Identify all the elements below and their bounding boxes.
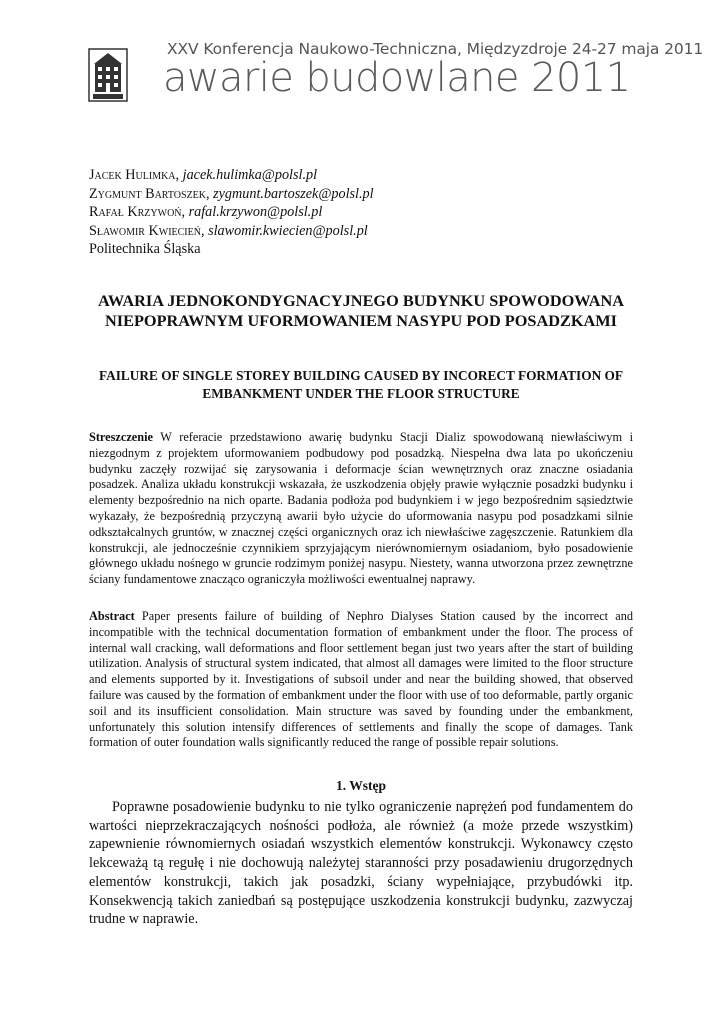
author-email[interactable]: zygmunt.bartoszek@polsl.pl xyxy=(213,185,374,202)
conference-brand: awarie budowlane 2011 xyxy=(163,55,631,101)
abstract-en xyxy=(89,609,633,751)
author-name: Rafał Krzywoń xyxy=(89,204,182,220)
abstract-pl xyxy=(89,430,633,588)
author-email[interactable]: rafal.krzywon@polsl.pl xyxy=(188,204,323,220)
abstract-pl-label: Streszczenie xyxy=(89,430,153,444)
author-email[interactable]: jacek.hulimka@polsl.pl xyxy=(182,167,318,183)
section-heading: 1. Wstęp xyxy=(335,778,386,793)
paper-title-pl: AWARIA JEDNOKONDYGNACYJNEGO BUDYNKU SPOWODOWANA NIEPOPRAWNYM UFORMOWANIEM NASYPU POD POSADZKAMI xyxy=(97,291,624,330)
conference-header xyxy=(88,38,704,118)
paper-title-en: FAILURE OF SINGLE STOREY BUILDING CAUSED BY INCORECT FORMATION OF EMBANKMENT UNDER THE FLOOR STRUCTURE xyxy=(99,368,623,401)
section-paragraph: Poprawne posadowienie budynku to nie tylko ograniczenie naprężeń pod fundamentem do wartości nieprzekraczających nośności podłoża, ale również (a może przede wszystkim) zapewnienie równomiernych osiadań wszystkich elementów konstrukcji. Wykonawcy często lekceważą tą regułę i nie dochowują należytej staranności przy posadawieniu drugorzędnych elementów konstrukcji, takich jak posadzki, ściany wypełniające, przybudówki itp. Konsekwencją takich zaniedbań są postępujące uszkodzenia konstrukcji budynku, zazwyczaj trudne w naprawie. xyxy=(89,799,633,928)
author-line: Sławomir Kwiecień, slawomir.kwiecien@polsl.pl xyxy=(89,222,368,239)
affiliation: Politechnika Śląska xyxy=(89,241,201,257)
abstract-pl-text: W referacie przedstawiono awarię budynku Stacji Dializ spowodowaną niewłaściwym i niezgodnym z projektem uformowaniem podbudowy pod posadzką. Niespełna dwa lata po ukończeniu budynku zaczęły rozwijać się zarysowania i deformacje ścian wewnętrznych oraz znaczne osiadania posadzek. Analiza układu konstrukcji wskazała, że uszkodzenia objęły prawie wyłącznie posadzki budynku i elementy bezpośrednio na nich oparte. Badania podłoża pod budynkiem i w jego bezpośrednim sąsiedztwie wykazały, że bezpośrednią przyczyną awarii było użycie do uformowania nasypu pod posadzkami silnie odkształcalnych gruntów, w znacznej części organicznych oraz ich niewłaściwe zagęszczenie. Ratunkiem dla konstrukcji, ale jednocześnie czynnikiem sprzyjającym nierównomiernym osiadaniom, było posadowienie głównego układu nośnego w gruncie rodzimym poniżej nasypu. Niestety, wanna utworzona przez zewnętrzne ściany fundamentowe znacząco ograniczyła możliwości ewentualnej naprawy. xyxy=(89,430,633,587)
author-line: Jacek Hulimka, jacek.hulimka@polsl.pl xyxy=(89,167,318,183)
abstract-en-text: Paper presents failure of building of Nephro Dialyses Station caused by the incorrect and incompatible with the technical documentation formation of embankment under the floor. The process of internal wall cracking, wall deformations and floor settlement began just two years after the start of building utilization. Analysis of structural system indicated, that almost all damages were limited to the floor structure and elements supported by it. Investigations of subsoil under and near the building showed, that observed failure was caused by the formation of embankment under the floor with use of too deformable, partly organic soil and its insufficient consolidation. Main structure was saved by founding under the embankment, unfortunately this solution intensify differences of settlements and finally the scope of damages. Tank formation of outer foundation walls significantly reduced the range of possible repair solutions. xyxy=(89,609,633,750)
author-name: Zygmunt Bartoszek xyxy=(89,185,207,202)
author-list xyxy=(89,166,374,259)
abstract-en-label: Abstract xyxy=(89,609,135,623)
author-email[interactable]: slawomir.kwiecien@polsl.pl xyxy=(208,222,368,239)
author-name: Sławomir Kwiecień xyxy=(89,222,201,239)
author-line: Rafał Krzywoń, rafal.krzywon@polsl.pl xyxy=(89,204,323,220)
conference-name: XXV Konferencja Naukowo-Techniczna, Międzyzdroje 24-27 maja 2011 xyxy=(167,40,704,58)
building-logo-icon xyxy=(88,48,128,102)
author-line: Zygmunt Bartoszek, zygmunt.bartoszek@polsl.pl xyxy=(89,185,374,202)
author-name: Jacek Hulimka xyxy=(89,167,176,183)
